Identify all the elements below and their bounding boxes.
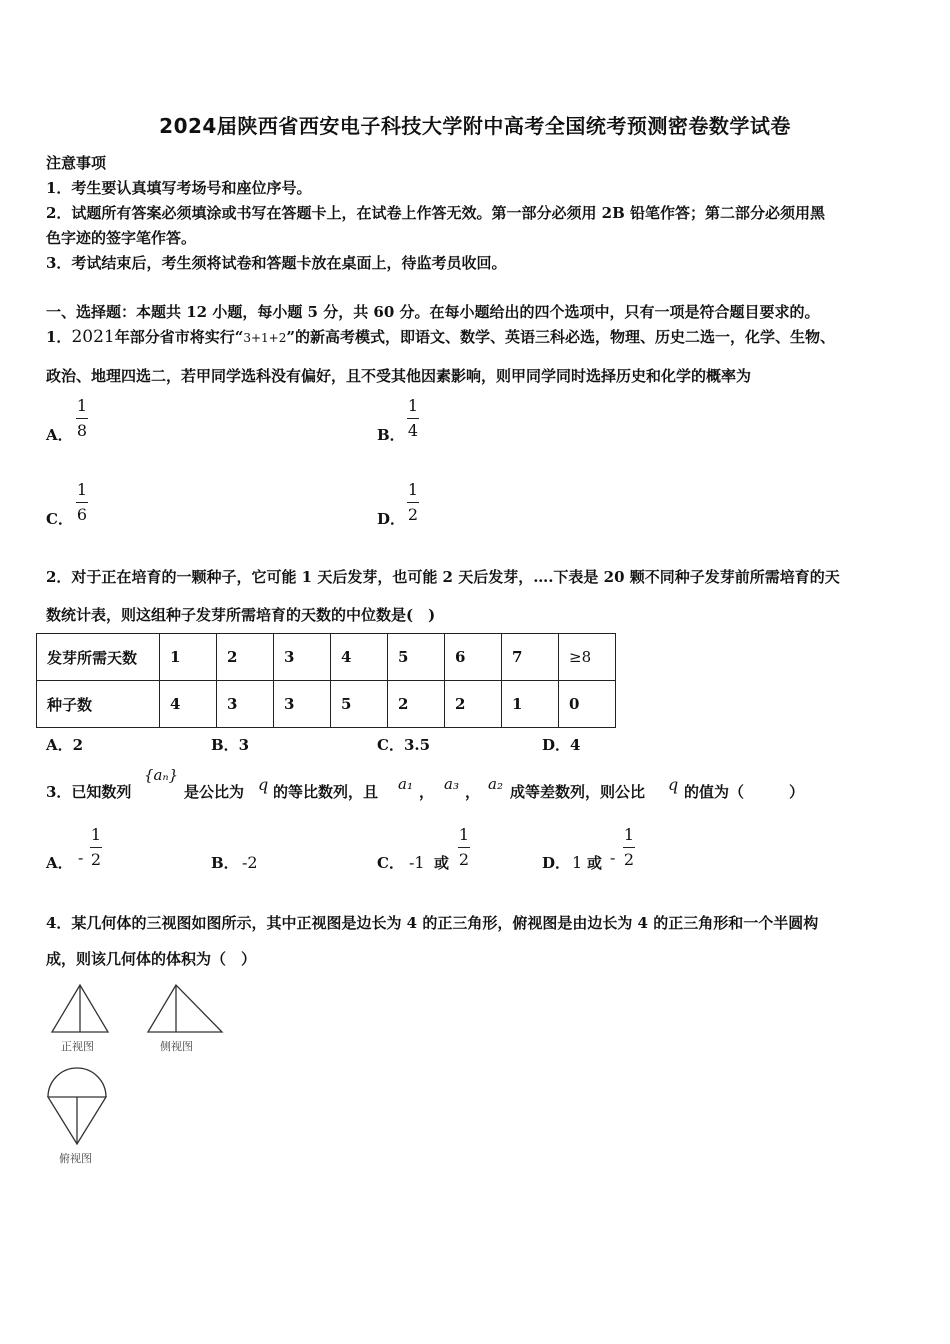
q3-text-4: 成等差数列，则公比 — [510, 783, 646, 801]
notice-item: 2．试题所有答案必须填涂或书写在答题卡上，在试卷上作答无效。第一部分必须用 2B 铅笔作答；第二部分必须用黑 — [46, 204, 826, 222]
q1-text-a: 年部分省市将实行“ — [114, 328, 244, 346]
q1-option-d-fraction — [407, 480, 419, 525]
denominator: 2 — [458, 850, 470, 869]
q3-option-b-label: B． — [211, 854, 239, 872]
q1-text-b: ”的新高考模式，即语文、数学、英语三科必选，物理、历史二选一，化学、生物、 — [286, 328, 835, 346]
side-view — [148, 985, 222, 1032]
table-row — [37, 634, 616, 681]
table-cell: 4 — [331, 634, 388, 681]
denominator: 6 — [76, 505, 88, 524]
table-cell: 1 — [160, 634, 217, 681]
q1-option-a-label: A． — [46, 426, 73, 444]
side-view-label: 侧视图 — [160, 1040, 193, 1053]
table-cell: 5 — [388, 634, 445, 681]
numerator: 1 — [407, 396, 419, 415]
q3-option-d-value: 1 — [572, 853, 583, 872]
q1-option-d-label: D． — [377, 510, 406, 528]
q3-a2: a₂ — [488, 775, 503, 793]
q3-option-d-label: D． — [542, 854, 571, 872]
q3-option-d-fraction — [623, 825, 635, 870]
table-cell: 5 — [331, 681, 388, 728]
front-view-label: 正视图 — [61, 1040, 94, 1053]
table-cell: 3 — [217, 681, 274, 728]
question-1-line2: 政治、地理四选二，若甲同学选科没有偏好，且不受其他因素影响，则甲同学同时选择历史和化学的概率为 — [46, 367, 752, 385]
q3-text-5: 的值为（ ） — [684, 783, 805, 801]
q3-option-a-fraction — [90, 825, 102, 870]
q3-option-c-value: -1 — [409, 853, 425, 872]
q2-option-c: C．3.5 — [377, 736, 431, 754]
front-view — [52, 985, 108, 1032]
q3-q: q — [258, 775, 269, 794]
q3-option-a-sign: - — [78, 848, 84, 867]
denominator: 2 — [90, 850, 102, 869]
q3-text-1: 3．已知数列 — [46, 783, 132, 801]
notice-item: 1．考生要认真填写考场号和座位序号。 — [46, 179, 312, 197]
q3-option-d-sign: - — [610, 848, 616, 867]
q3-option-b-value: -2 — [242, 853, 258, 872]
q3-option-c-fraction — [458, 825, 470, 870]
notice-item: 色字迹的签字笔作答。 — [46, 229, 197, 247]
q3-q: q — [668, 775, 679, 794]
table-cell: 4 — [160, 681, 217, 728]
denominator: 4 — [407, 421, 419, 440]
germination-table — [36, 633, 616, 728]
q3-option-d-or: 或 — [587, 854, 603, 872]
q3-option-a-label: A． — [46, 854, 73, 872]
table-cell: 2 — [217, 634, 274, 681]
three-view-figure — [40, 980, 240, 1170]
table-cell: 种子数 — [37, 681, 160, 728]
table-row — [37, 681, 616, 728]
table-cell: 6 — [445, 634, 502, 681]
q1-number: 1． — [46, 328, 72, 346]
q3-text-2: 是公比为 — [184, 783, 245, 801]
table-cell: 3 — [274, 634, 331, 681]
numerator: 1 — [76, 396, 88, 415]
q1-model: 3+1+2 — [243, 331, 287, 345]
question-4-line2: 成，则该几何体的体积为（ ） — [46, 950, 257, 968]
denominator: 2 — [623, 850, 635, 869]
q1-option-b-fraction — [407, 396, 419, 441]
top-view-label: 俯视图 — [59, 1152, 92, 1165]
table-cell: 2 — [388, 681, 445, 728]
numerator: 1 — [76, 480, 88, 499]
q3-comma: ， — [419, 783, 435, 801]
q1-year: 2021 — [71, 327, 115, 347]
q1-option-c-fraction — [76, 480, 88, 525]
table-cell: 1 — [502, 681, 559, 728]
q1-option-b-label: B． — [377, 426, 405, 444]
table-cell: 3 — [274, 681, 331, 728]
q2-option-b: B．3 — [211, 736, 250, 754]
numerator: 1 — [407, 480, 419, 499]
table-cell: 发芽所需天数 — [37, 634, 160, 681]
q3-option-c-label: C． — [377, 854, 404, 872]
section-heading: 一、选择题：本题共 12 小题，每小题 5 分，共 60 分。在每小题给出的四个选项中，只有一项是符合题目要求的。 — [46, 303, 820, 321]
denominator: 8 — [76, 421, 88, 440]
q2-option-d: D．4 — [542, 736, 581, 754]
table-cell: 2 — [445, 681, 502, 728]
top-view — [48, 1068, 106, 1144]
q3-option-c-or: 或 — [434, 854, 450, 872]
numerator: 1 — [90, 825, 102, 844]
table-cell: 7 — [502, 634, 559, 681]
question-1-line1 — [46, 326, 835, 347]
page-title: 2024届陕西省西安电子科技大学附中高考全国统考预测密卷数学试卷 — [159, 114, 791, 138]
notice-heading: 注意事项 — [46, 154, 107, 172]
question-2-line1: 2．对于正在培育的一颗种子，它可能 1 天后发芽，也可能 2 天后发芽，….下表是 20 颗不同种子发芽前所需培育的天 — [46, 568, 840, 586]
notice-item: 3．考试结束后，考生须将试卷和答题卡放在桌面上，待监考员收回。 — [46, 254, 507, 272]
question-2-line2: 数统计表，则这组种子发芽所需培育的天数的中位数是( ) — [46, 606, 436, 624]
q3-text-3: 的等比数列，且 — [273, 783, 379, 801]
q3-sequence: {aₙ} — [144, 766, 179, 784]
table-cell: 0 — [559, 681, 616, 728]
denominator: 2 — [407, 505, 419, 524]
question-4-line1: 4．某几何体的三视图如图所示，其中正视图是边长为 4 的正三角形，俯视图是由边长为 4 的正三角形和一个半圆构 — [46, 914, 819, 932]
q1-option-a-fraction — [76, 396, 88, 441]
table-cell: ≥8 — [559, 634, 616, 681]
q3-a1: a₁ — [398, 775, 413, 793]
q1-option-c-label: C． — [46, 510, 73, 528]
numerator: 1 — [623, 825, 635, 844]
q3-comma: ， — [465, 783, 481, 801]
q2-option-a: A．2 — [46, 736, 84, 754]
numerator: 1 — [458, 825, 470, 844]
q3-a3: a₃ — [444, 775, 459, 793]
